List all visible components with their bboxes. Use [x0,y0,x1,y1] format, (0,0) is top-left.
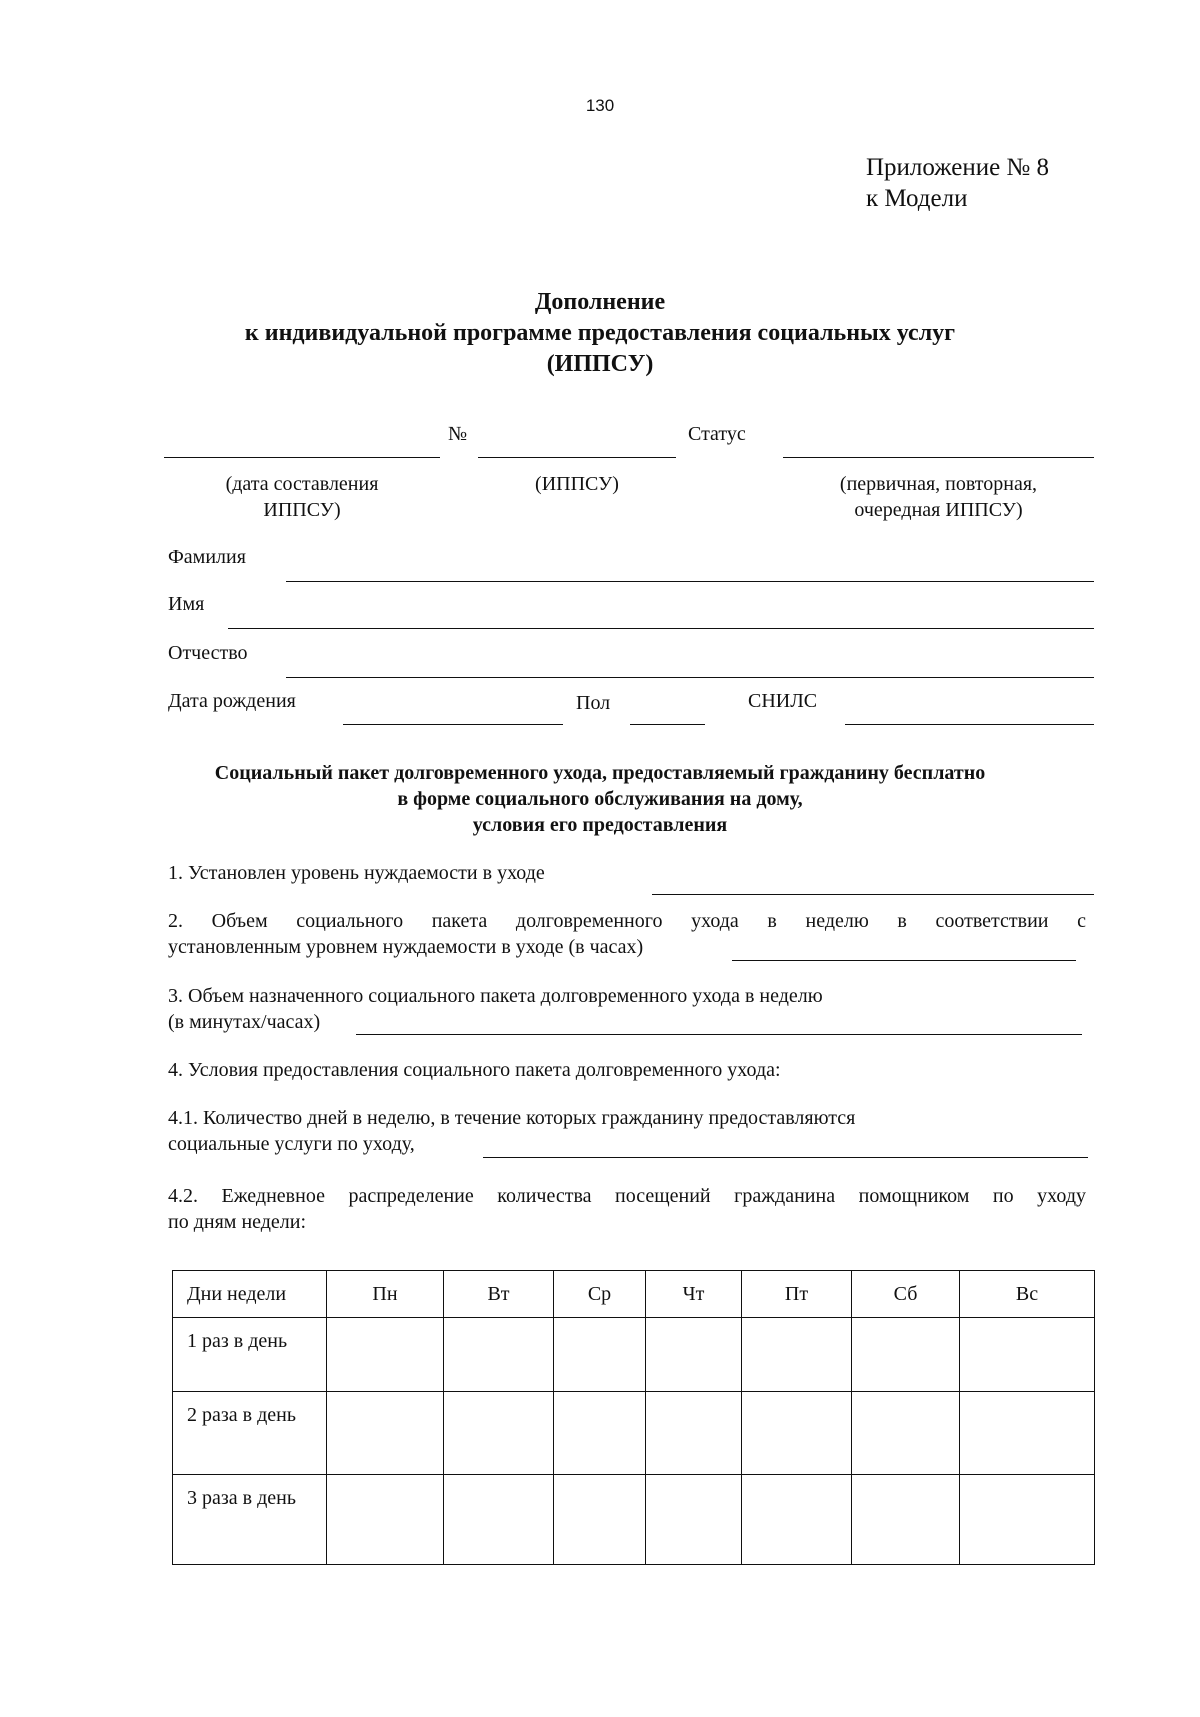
table-cell[interactable] [327,1318,444,1392]
row-label: 3 раза в день [173,1475,327,1565]
item-1-field-line[interactable] [652,894,1094,895]
patronymic-field-line[interactable] [286,677,1094,678]
ippsu-caption: (ИППСУ) [535,473,619,495]
table-header-cell: Пт [742,1271,852,1318]
patronymic-label: Отчество [168,642,248,664]
table-row [173,1318,1095,1392]
table-row [173,1475,1095,1565]
table-cell[interactable] [960,1475,1095,1565]
surname-label: Фамилия [168,546,246,568]
table-cell[interactable] [646,1475,742,1565]
number-label: № [448,423,468,445]
table-cell[interactable] [742,1475,852,1565]
status-label: Статус [688,423,746,445]
table-cell[interactable] [646,1318,742,1392]
table-cell[interactable] [742,1318,852,1392]
status-caption [783,471,1094,523]
table-header-cell: Вс [960,1271,1095,1318]
table-header-cell: Чт [646,1271,742,1318]
table-cell[interactable] [554,1475,646,1565]
table-header-cell: Ср [554,1271,646,1318]
item-4-2-line-2: по дням недели: [168,1211,307,1233]
date-caption [164,471,440,523]
title-line-1: Дополнение [534,289,666,315]
item-4-1-line-1: 4.1. Количество дней в неделю, в течение которых гражданину предоставляются [168,1107,856,1129]
item-4-1-line-2: социальные услуги по уходу, [168,1133,415,1155]
name-label: Имя [168,593,205,615]
date-caption-line-1: (дата составления [225,473,379,495]
table-cell[interactable] [554,1318,646,1392]
status-field-line[interactable] [783,457,1094,458]
table-cell[interactable] [327,1475,444,1565]
item-4-1-field-line[interactable] [483,1157,1088,1158]
title-line-3: (ИППСУ) [546,351,654,377]
sex-label: Пол [576,692,611,714]
birth-date-field-line[interactable] [343,724,563,725]
item-4-text: 4. Условия предоставления социального пакета долговременного ухода: [168,1059,781,1081]
table-header-cell: Пн [327,1271,444,1318]
surname-field-line[interactable] [286,581,1094,582]
table-cell[interactable] [852,1318,960,1392]
item-4-2-line-1: 4.2. Ежедневное распределение количества посещений гражданина помощником по уходу [168,1185,1086,1207]
date-caption-line-2: ИППСУ) [263,499,341,521]
item-3-field-line[interactable] [356,1034,1082,1035]
row-label: 1 раз в день [173,1318,327,1392]
birth-date-label: Дата рождения [168,690,296,712]
item-1-text: 1. Установлен уровень нуждаемости в уходе [168,862,545,884]
table-cell[interactable] [444,1475,554,1565]
table-row [173,1392,1095,1475]
table-cell[interactable] [444,1392,554,1475]
number-field-line[interactable] [478,457,676,458]
sex-field-line[interactable] [630,724,705,725]
item-3-line-2: (в минутах/часах) [168,1011,321,1033]
item-2-line-2: установленным уровнем нуждаемости в уходе (в часах) [168,936,644,958]
item-3-line-1: 3. Объем назначенного социального пакета долговременного ухода в неделю [168,985,823,1007]
appendix-line-1: Приложение № 8 [866,154,1050,181]
name-field-line[interactable] [228,628,1094,629]
appendix-note [866,152,1049,214]
table-cell[interactable] [554,1392,646,1475]
date-field-line[interactable] [164,457,440,458]
snils-label: СНИЛС [748,690,818,712]
table-cell[interactable] [646,1392,742,1475]
snils-field-line[interactable] [845,724,1094,725]
item-2-field-line[interactable] [732,960,1076,961]
title-line-2: к индивидуальной программе предоставления социальных услуг [244,320,956,346]
table-cell[interactable] [327,1392,444,1475]
status-caption-line-1: (первичная, повторная, [839,473,1038,495]
appendix-line-2: к Модели [866,185,968,212]
table-cell[interactable] [960,1318,1095,1392]
table-header-cell: Сб [852,1271,960,1318]
table-cell[interactable] [742,1392,852,1475]
table-cell[interactable] [852,1392,960,1475]
section-title-line-2: в форме социального обслуживания на дому, [397,788,803,810]
table-header-cell: Вт [444,1271,554,1318]
document-title [0,287,1200,380]
row-label: 2 раза в день [173,1392,327,1475]
table-cell[interactable] [852,1475,960,1565]
section-title [0,760,1200,838]
item-2-line-1: 2. Объем социального пакета долговременного ухода в неделю в соответствии с [168,910,1086,932]
table-cell[interactable] [960,1392,1095,1475]
status-caption-line-2: очередная ИППСУ) [854,499,1023,521]
page-number: 130 [585,96,615,115]
table-header-row [173,1271,1095,1318]
section-title-line-3: условия его предоставления [472,814,728,836]
table-header-cell: Дни недели [173,1271,327,1318]
table-cell[interactable] [444,1318,554,1392]
visits-table [172,1270,1095,1565]
section-title-line-1: Социальный пакет долговременного ухода, предоставляемый гражданину бесплатно [214,762,986,784]
